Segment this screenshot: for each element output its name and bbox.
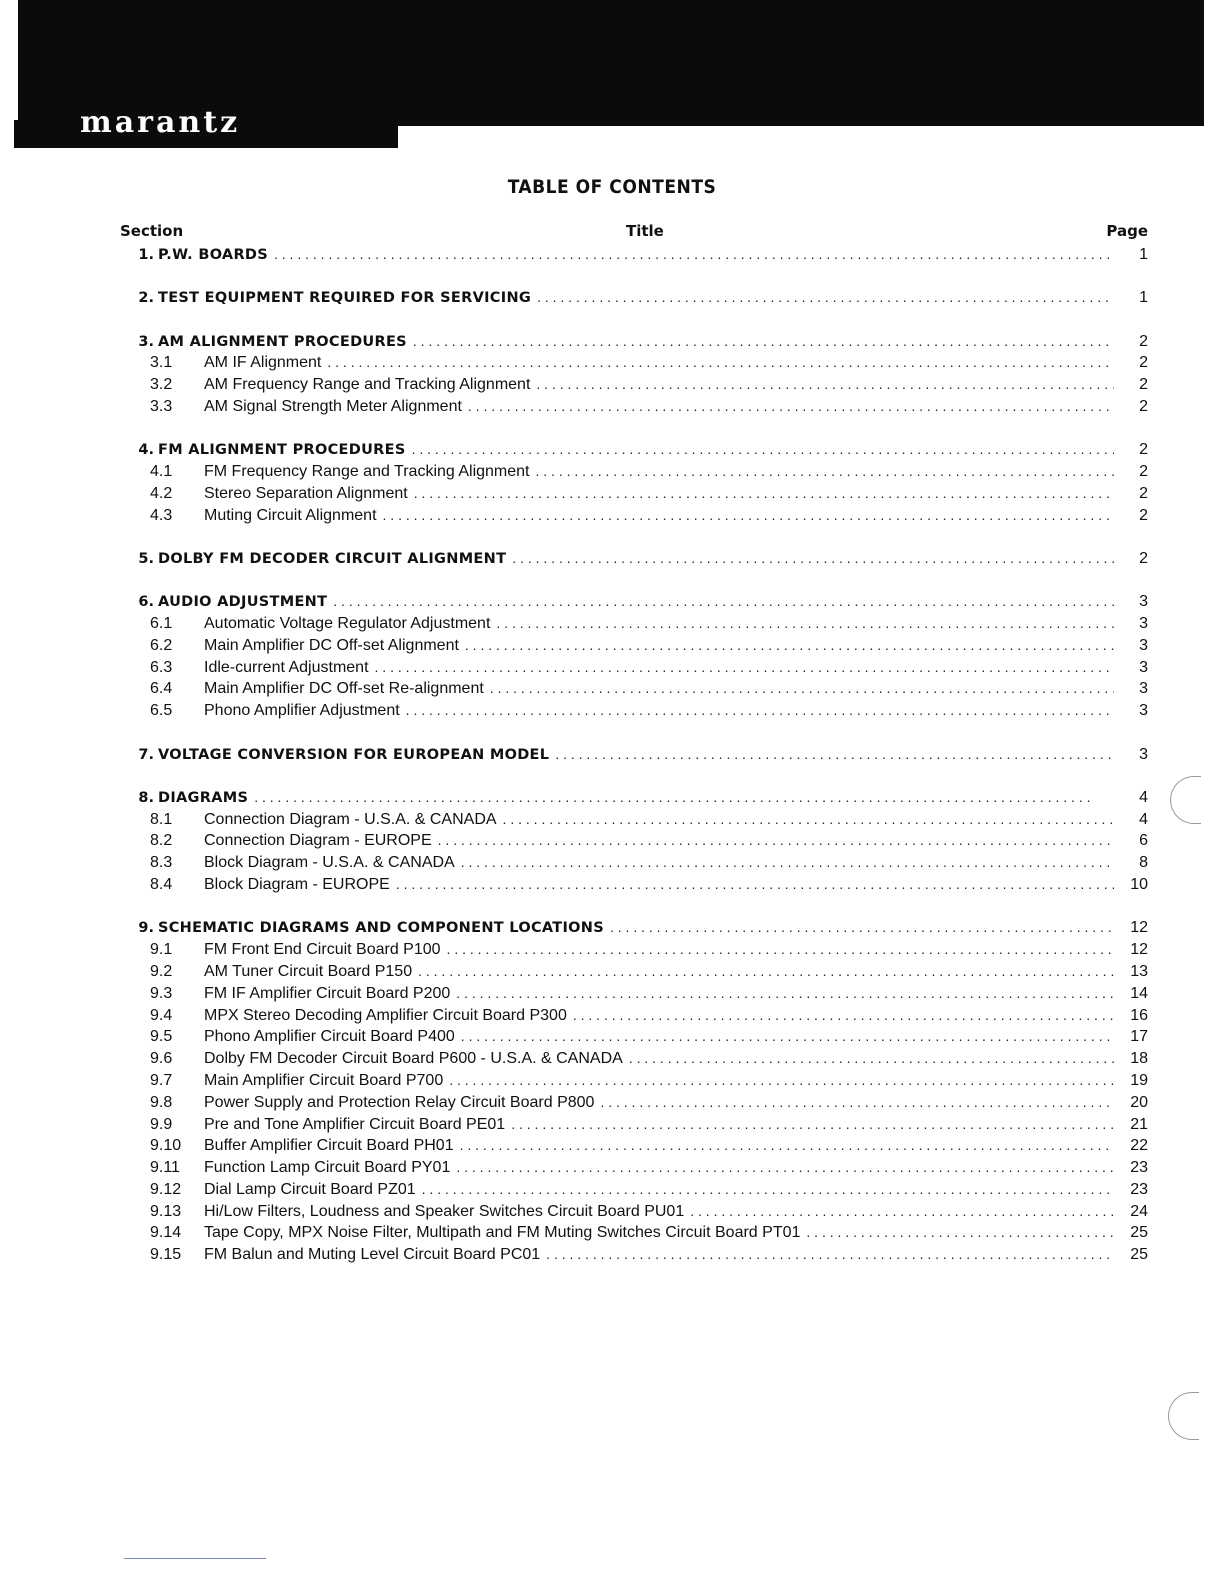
- toc-page-number: 2: [1139, 506, 1148, 524]
- toc-title: Idle-current Adjustment: [204, 658, 369, 676]
- toc-subsection-row: [120, 1048, 1148, 1070]
- dot-leader: [456, 1157, 1114, 1179]
- toc-section-row: [120, 744, 1148, 766]
- toc-number: 3.3: [150, 397, 173, 415]
- toc-subsection-row: [120, 505, 1148, 527]
- toc-title: FM Balun and Muting Level Circuit Board PC01: [204, 1246, 541, 1264]
- toc-number: 8.2: [150, 832, 173, 850]
- toc-title: SCHEMATIC DIAGRAMS AND COMPONENT LOCATIONS: [158, 920, 604, 937]
- dot-leader: [413, 331, 1114, 353]
- toc-subsection-row: [120, 1179, 1148, 1201]
- toc-title: Dolby FM Decoder Circuit Board P600 - U.S.A. & CANADA: [204, 1050, 623, 1068]
- toc-title: Connection Diagram - U.S.A. & CANADA: [204, 810, 497, 828]
- dot-leader: [375, 657, 1114, 679]
- toc-subsection-row: [120, 1092, 1148, 1114]
- toc-number: 9.3: [150, 984, 173, 1002]
- toc-title: Main Amplifier DC Off-set Alignment: [204, 636, 459, 654]
- toc-page-number: 2: [1139, 376, 1148, 394]
- dot-leader: [447, 939, 1114, 961]
- toc-title: Hi/Low Filters, Loudness and Speaker Switches Circuit Board PU01: [204, 1202, 685, 1220]
- column-header-title: Title: [626, 222, 664, 240]
- toc-page-number: 13: [1130, 962, 1148, 980]
- toc-page-number: 16: [1130, 1006, 1148, 1024]
- dot-leader: [456, 983, 1114, 1005]
- toc-section-group: [120, 744, 1148, 766]
- toc-page-number: 18: [1130, 1050, 1148, 1068]
- dot-leader: [512, 548, 1114, 570]
- toc-subsection-row: [120, 657, 1148, 679]
- toc-title: FM Front End Circuit Board P100: [204, 941, 441, 959]
- toc-subsection-row: [120, 830, 1148, 852]
- toc-page-number: 6: [1139, 832, 1148, 850]
- toc-title: AM ALIGNMENT PROCEDURES: [158, 333, 407, 350]
- toc-subsection-row: [120, 961, 1148, 983]
- toc-page-number: 2: [1139, 441, 1148, 459]
- toc-section-group: [120, 244, 1148, 266]
- toc-title: Connection Diagram - EUROPE: [204, 832, 432, 850]
- toc-number: 9.15: [150, 1246, 182, 1264]
- dot-leader: [412, 439, 1114, 461]
- dot-leader: [496, 613, 1114, 635]
- dot-leader: [461, 852, 1114, 874]
- toc-section-row: [120, 287, 1148, 309]
- toc-subsection-row: [120, 874, 1148, 896]
- toc-title: FM IF Amplifier Circuit Board P200: [204, 984, 451, 1002]
- toc-page-number: 14: [1130, 984, 1148, 1002]
- toc-subsection-row: [120, 635, 1148, 657]
- toc-number: 9.8: [150, 1093, 173, 1111]
- dot-leader: [461, 1026, 1114, 1048]
- dot-leader: [406, 700, 1114, 722]
- toc-title: MPX Stereo Decoding Amplifier Circuit Board P300: [204, 1006, 567, 1024]
- toc-section-row: [120, 917, 1148, 939]
- toc-page-number: 21: [1130, 1115, 1148, 1133]
- toc-number: 8.1: [150, 810, 173, 828]
- toc-title: Tape Copy, MPX Noise Filter, Multipath and FM Muting Switches Circuit Board PT01: [204, 1224, 801, 1242]
- toc-section-group: [120, 287, 1148, 309]
- toc-page-number: 3: [1139, 658, 1148, 676]
- toc-section-group: [120, 331, 1148, 418]
- dot-leader: [490, 678, 1114, 700]
- toc-number: 9.6: [150, 1050, 173, 1068]
- toc-title: Muting Circuit Alignment: [204, 506, 377, 524]
- dot-leader: [383, 505, 1114, 527]
- dot-leader: [465, 635, 1114, 657]
- toc-page-number: 3: [1139, 745, 1148, 763]
- toc-section-group: [120, 591, 1148, 722]
- toc-page-number: 4: [1139, 788, 1148, 806]
- toc-number: 9.7: [150, 1071, 173, 1089]
- toc-number: 1.: [138, 247, 154, 263]
- toc-title: AM IF Alignment: [204, 354, 322, 372]
- toc-subsection-row: [120, 939, 1148, 961]
- toc-page-number: 2: [1139, 397, 1148, 415]
- toc-section-group: [120, 787, 1148, 896]
- dot-leader: [414, 483, 1114, 505]
- toc-subsection-row: [120, 1070, 1148, 1092]
- toc-section-row: [120, 591, 1148, 613]
- toc-number: 6.2: [150, 636, 173, 654]
- toc-number: 3.: [138, 333, 154, 350]
- toc-subsection-row: [120, 852, 1148, 874]
- toc-number: 5.: [138, 550, 154, 567]
- toc-title: Block Diagram - EUROPE: [204, 876, 390, 894]
- toc-number: 4.1: [150, 463, 173, 481]
- dot-leader: [254, 787, 1114, 809]
- toc-number: 4.: [138, 442, 154, 459]
- dot-leader: [418, 961, 1114, 983]
- toc-list: [120, 244, 1148, 1288]
- toc-title: TEST EQUIPMENT REQUIRED FOR SERVICING: [158, 290, 532, 307]
- toc-title: Phono Amplifier Circuit Board P400: [204, 1028, 455, 1046]
- toc-subsection-row: [120, 613, 1148, 635]
- dot-leader: [327, 352, 1114, 374]
- toc-number: 9.5: [150, 1028, 173, 1046]
- toc-section-row: [120, 787, 1148, 809]
- toc-number: 6.3: [150, 658, 173, 676]
- toc-number: 8.: [138, 789, 154, 806]
- toc-title: Block Diagram - U.S.A. & CANADA: [204, 854, 455, 872]
- toc-title: AM Frequency Range and Tracking Alignment: [204, 376, 531, 394]
- toc-page-number: 8: [1139, 854, 1148, 872]
- toc-page-number: 2: [1139, 354, 1148, 372]
- toc-subsection-row: [120, 1222, 1148, 1244]
- toc-number: 9.11: [150, 1159, 180, 1177]
- bottom-rule: [124, 1558, 266, 1559]
- toc-number: 6.4: [150, 680, 173, 698]
- toc-number: 4.3: [150, 506, 173, 524]
- dot-leader: [629, 1048, 1114, 1070]
- toc-title: VOLTAGE CONVERSION FOR EUROPEAN MODEL: [158, 746, 550, 763]
- dot-leader: [610, 917, 1114, 939]
- toc-page-number: 2: [1139, 463, 1148, 481]
- toc-page-number: 24: [1130, 1202, 1148, 1220]
- toc-subsection-row: [120, 809, 1148, 831]
- toc-subsection-row: [120, 396, 1148, 418]
- toc-title: Function Lamp Circuit Board PY01: [204, 1159, 451, 1177]
- toc-page-number: 3: [1139, 680, 1148, 698]
- toc-subsection-row: [120, 352, 1148, 374]
- dot-leader: [573, 1005, 1114, 1027]
- dot-leader: [806, 1222, 1114, 1244]
- dot-leader: [503, 809, 1114, 831]
- binder-hole: [1170, 776, 1201, 824]
- dot-leader: [422, 1179, 1114, 1201]
- toc-number: 8.3: [150, 854, 173, 872]
- toc-page-number: 2: [1139, 484, 1148, 502]
- dot-leader: [460, 1135, 1114, 1157]
- dot-leader: [438, 830, 1114, 852]
- toc-subsection-row: [120, 1114, 1148, 1136]
- toc-number: 9.4: [150, 1006, 173, 1024]
- toc-number: 9.10: [150, 1137, 182, 1155]
- toc-number: 6.1: [150, 615, 173, 633]
- toc-title: FM Frequency Range and Tracking Alignment: [204, 463, 530, 481]
- toc-number: 9.1: [150, 941, 173, 959]
- toc-title: Stereo Separation Alignment: [204, 484, 408, 502]
- dot-leader: [537, 287, 1114, 309]
- dot-leader: [511, 1114, 1114, 1136]
- toc-page-number: 2: [1139, 549, 1148, 567]
- dot-leader: [546, 1244, 1114, 1266]
- toc-page-number: 12: [1130, 941, 1148, 959]
- dot-leader: [396, 874, 1114, 896]
- toc-title: Power Supply and Protection Relay Circuit Board P800: [204, 1093, 595, 1111]
- toc-page-number: 3: [1139, 593, 1148, 611]
- toc-section-row: [120, 244, 1148, 266]
- toc-section-row: [120, 331, 1148, 353]
- toc-section-group: [120, 548, 1148, 570]
- toc-title: FM ALIGNMENT PROCEDURES: [158, 442, 406, 459]
- toc-number: 8.4: [150, 876, 173, 894]
- toc-title: AM Tuner Circuit Board P150: [204, 962, 413, 980]
- toc-subsection-row: [120, 700, 1148, 722]
- toc-section-row: [120, 439, 1148, 461]
- toc-section-group: [120, 917, 1148, 1266]
- toc-subsection-row: [120, 483, 1148, 505]
- toc-title: Dial Lamp Circuit Board PZ01: [204, 1180, 416, 1198]
- toc-title: Phono Amplifier Adjustment: [204, 702, 400, 720]
- toc-number: 3.2: [150, 376, 173, 394]
- toc-subsection-row: [120, 374, 1148, 396]
- toc-number: 9.2: [150, 962, 173, 980]
- toc-title: Automatic Voltage Regulator Adjustment: [204, 615, 491, 633]
- page-title: TABLE OF CONTENTS: [507, 176, 717, 198]
- toc-page-number: 4: [1139, 810, 1148, 828]
- binder-hole: [1168, 1392, 1199, 1440]
- toc-page-number: 12: [1130, 919, 1148, 937]
- dot-leader: [690, 1201, 1114, 1223]
- toc-title: Buffer Amplifier Circuit Board PH01: [204, 1137, 454, 1155]
- brand-logo: marantz: [80, 105, 241, 140]
- toc-number: 9.: [138, 920, 154, 937]
- toc-page-number: 10: [1130, 876, 1148, 894]
- dot-leader: [600, 1092, 1114, 1114]
- toc-number: 6.: [138, 594, 154, 611]
- toc-subsection-row: [120, 678, 1148, 700]
- toc-page-number: 1: [1139, 289, 1148, 307]
- toc-subsection-row: [120, 1026, 1148, 1048]
- toc-section-group: [120, 439, 1148, 526]
- toc-section-row: [120, 548, 1148, 570]
- toc-page-number: 17: [1130, 1028, 1148, 1046]
- toc-subsection-row: [120, 1201, 1148, 1223]
- toc-page-number: 2: [1139, 332, 1148, 350]
- toc-page-number: 25: [1130, 1224, 1148, 1242]
- toc-subsection-row: [120, 1157, 1148, 1179]
- toc-title: AM Signal Strength Meter Alignment: [204, 397, 462, 415]
- toc-subsection-row: [120, 1005, 1148, 1027]
- toc-title: Main Amplifier DC Off-set Re-alignment: [204, 680, 484, 698]
- toc-number: 6.5: [150, 702, 173, 720]
- toc-page-number: 3: [1139, 615, 1148, 633]
- dot-leader: [274, 244, 1114, 266]
- toc-page-number: 23: [1130, 1180, 1148, 1198]
- toc-number: 9.9: [150, 1115, 173, 1133]
- toc-title: Main Amplifier Circuit Board P700: [204, 1071, 444, 1089]
- dot-leader: [536, 374, 1114, 396]
- toc-title: DOLBY FM DECODER CIRCUIT ALIGNMENT: [158, 550, 507, 567]
- column-header-section: Section: [120, 222, 184, 240]
- dot-leader: [449, 1070, 1114, 1092]
- toc-page-number: 1: [1139, 246, 1148, 263]
- toc-page-number: 19: [1130, 1071, 1148, 1089]
- toc-subsection-row: [120, 461, 1148, 483]
- toc-subsection-row: [120, 1135, 1148, 1157]
- toc-subsection-row: [120, 1244, 1148, 1266]
- toc-number: 3.1: [150, 354, 173, 372]
- toc-title: DIAGRAMS: [158, 789, 249, 806]
- column-header-page: Page: [1106, 222, 1148, 240]
- toc-number: 9.13: [150, 1202, 182, 1220]
- toc-subsection-row: [120, 983, 1148, 1005]
- toc-page-number: 20: [1130, 1093, 1148, 1111]
- toc-number: 9.12: [150, 1180, 182, 1198]
- toc-number: 9.14: [150, 1224, 182, 1242]
- dot-leader: [536, 461, 1115, 483]
- toc-page-number: 25: [1130, 1246, 1148, 1264]
- toc-page-number: 23: [1130, 1159, 1148, 1177]
- toc-page-number: 3: [1139, 636, 1148, 654]
- toc-title: Pre and Tone Amplifier Circuit Board PE01: [204, 1115, 506, 1133]
- dot-leader: [468, 396, 1114, 418]
- dot-leader: [555, 744, 1114, 766]
- toc-title: AUDIO ADJUSTMENT: [158, 594, 328, 611]
- toc-page-number: 22: [1130, 1137, 1148, 1155]
- toc-title: P.W. BOARDS: [158, 247, 268, 263]
- toc-number: 4.2: [150, 484, 173, 502]
- toc-number: 2.: [138, 290, 154, 307]
- toc-page-number: 3: [1139, 702, 1148, 720]
- toc-number: 7.: [138, 746, 154, 763]
- dot-leader: [333, 591, 1114, 613]
